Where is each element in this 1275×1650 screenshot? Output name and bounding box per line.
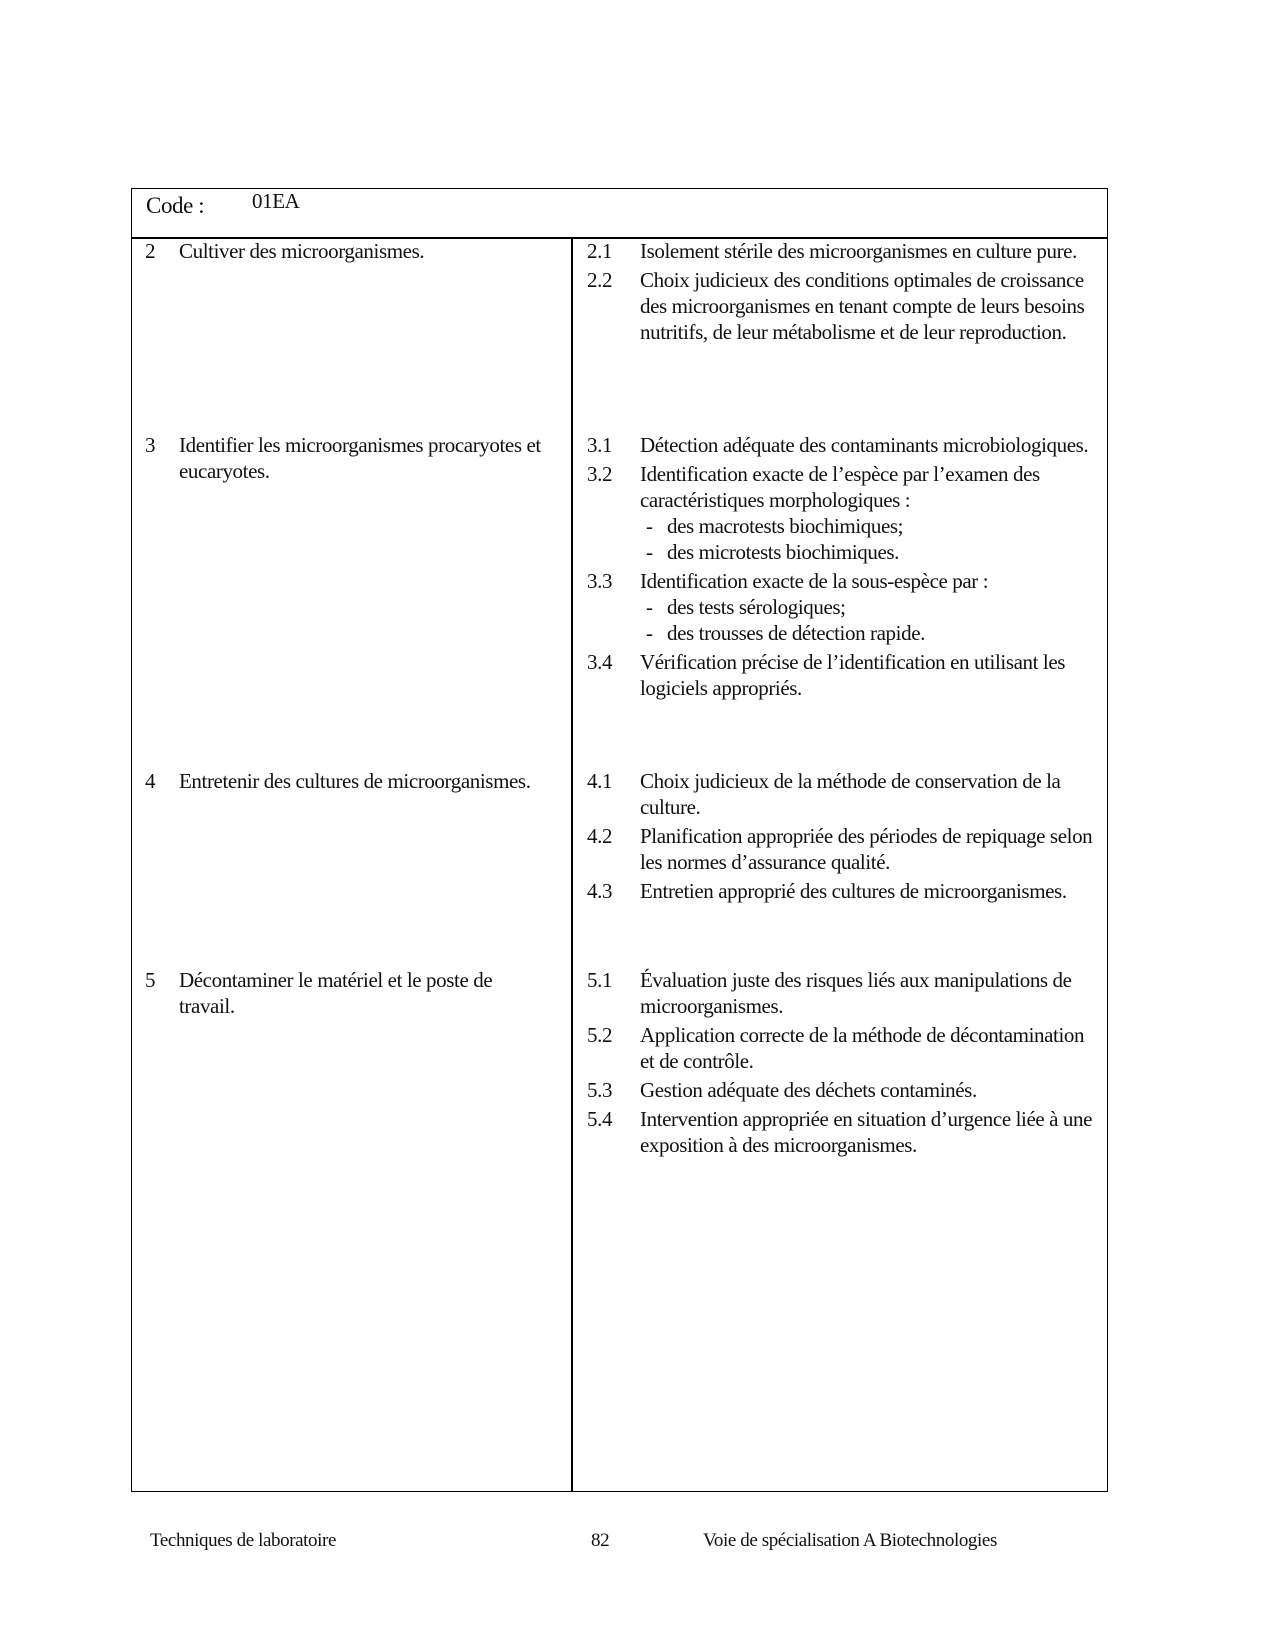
- competency-number: 5: [145, 968, 156, 992]
- criterion-text: Choix judicieux de la méthode de conservation de la culture.: [640, 769, 1061, 819]
- criteria-list: [587, 238, 1097, 348]
- criterion-text: Choix judicieux des conditions optimales de croissance des microorganismes en tenant compte de leurs besoins nutritifs, de leur métabolisme et de leur reproduction.: [640, 268, 1085, 344]
- competency-item: [145, 432, 545, 484]
- criterion-number: 2.2: [587, 268, 613, 292]
- criterion-item: [587, 238, 1097, 264]
- criterion-number: 4.2: [587, 824, 613, 848]
- criterion-item: [587, 1077, 1097, 1103]
- criterion-item: [587, 568, 1097, 646]
- sub-criterion: [640, 513, 1097, 539]
- dash-bullet: -: [646, 621, 653, 645]
- sub-criterion: [640, 620, 1097, 646]
- sub-criterion-text: des tests sérologiques;: [667, 595, 846, 619]
- competency-item: [145, 238, 545, 264]
- criteria-list: [587, 967, 1097, 1161]
- competency-number: 3: [145, 433, 156, 457]
- criterion-item: [587, 432, 1097, 458]
- code-field: [146, 189, 300, 219]
- criterion-text: Vérification précise de l’identification en utilisant les logiciels appropriés.: [640, 650, 1066, 700]
- criterion-number: 5.3: [587, 1078, 613, 1102]
- criterion-number: 3.4: [587, 650, 613, 674]
- competency-item: [145, 967, 545, 1019]
- criteria-list: [587, 768, 1097, 907]
- sub-criterion-text: des macrotests biochimiques;: [667, 514, 904, 538]
- criterion-text: Application correcte de la méthode de décontamination et de contrôle.: [640, 1023, 1085, 1073]
- code-label: Code :: [146, 193, 205, 218]
- criterion-text: Intervention appropriée en situation d’urgence liée à une exposition à des microorganismes.: [640, 1107, 1093, 1157]
- dash-bullet: -: [646, 540, 653, 564]
- dash-bullet: -: [646, 514, 653, 538]
- criterion-text: Évaluation juste des risques liés aux manipulations de microorganismes.: [640, 968, 1072, 1018]
- criterion-number: 3.2: [587, 462, 613, 486]
- competency-text: Identifier les microorganismes procaryotes et eucaryotes.: [179, 433, 541, 483]
- criterion-number: 2.1: [587, 239, 613, 263]
- criterion-number: 5.1: [587, 968, 613, 992]
- criterion-number: 5.4: [587, 1107, 613, 1131]
- criterion-text: Identification exacte de la sous-espèce par :: [640, 569, 989, 593]
- sub-criterion: [640, 594, 1097, 620]
- criterion-item: [587, 267, 1097, 345]
- criterion-item: [587, 1106, 1097, 1158]
- criterion-item: [587, 967, 1097, 1019]
- competency-number: 4: [145, 769, 156, 793]
- criterion-text: Isolement stérile des microorganismes en culture pure.: [640, 239, 1077, 263]
- sub-criterion-text: des trousses de détection rapide.: [667, 621, 925, 645]
- page-number: 82: [591, 1530, 610, 1551]
- criterion-item: [587, 878, 1097, 904]
- column-divider: [571, 238, 573, 1491]
- criterion-text: Entretien approprié des cultures de microorganismes.: [640, 879, 1067, 903]
- dash-bullet: -: [646, 595, 653, 619]
- sub-criterion-text: des microtests biochimiques.: [667, 540, 900, 564]
- criterion-item: [587, 823, 1097, 875]
- criterion-text: Identification exacte de l’espèce par l’examen des caractéristiques morphologiques :: [640, 462, 1040, 512]
- criterion-item: [587, 649, 1097, 701]
- footer-specialization: Voie de spécialisation A Biotechnologies: [703, 1530, 997, 1551]
- criterion-item: [587, 1022, 1097, 1074]
- competency-text: Décontaminer le matériel et le poste de travail.: [179, 968, 493, 1018]
- criterion-text: Détection adéquate des contaminants microbiologiques.: [640, 433, 1089, 457]
- sub-criterion: [640, 539, 1097, 565]
- competency-table: [131, 188, 1108, 1492]
- criterion-number: 4.1: [587, 769, 613, 793]
- criterion-text: Gestion adéquate des déchets contaminés.: [640, 1078, 977, 1102]
- footer-title: Techniques de laboratoire: [150, 1530, 336, 1551]
- code-value: 01EA: [252, 189, 300, 213]
- criterion-text: Planification appropriée des périodes de repiquage selon les normes d’assurance qualité.: [640, 824, 1093, 874]
- criterion-item: [587, 461, 1097, 565]
- criterion-number: 3.3: [587, 569, 613, 593]
- criteria-list: [587, 432, 1097, 704]
- competency-item: [145, 768, 545, 794]
- competency-text: Entretenir des cultures de microorganismes.: [179, 769, 531, 793]
- criterion-number: 4.3: [587, 879, 613, 903]
- criterion-number: 3.1: [587, 433, 613, 457]
- competency-text: Cultiver des microorganismes.: [179, 239, 425, 263]
- criterion-item: [587, 768, 1097, 820]
- criterion-number: 5.2: [587, 1023, 613, 1047]
- competency-number: 2: [145, 239, 156, 263]
